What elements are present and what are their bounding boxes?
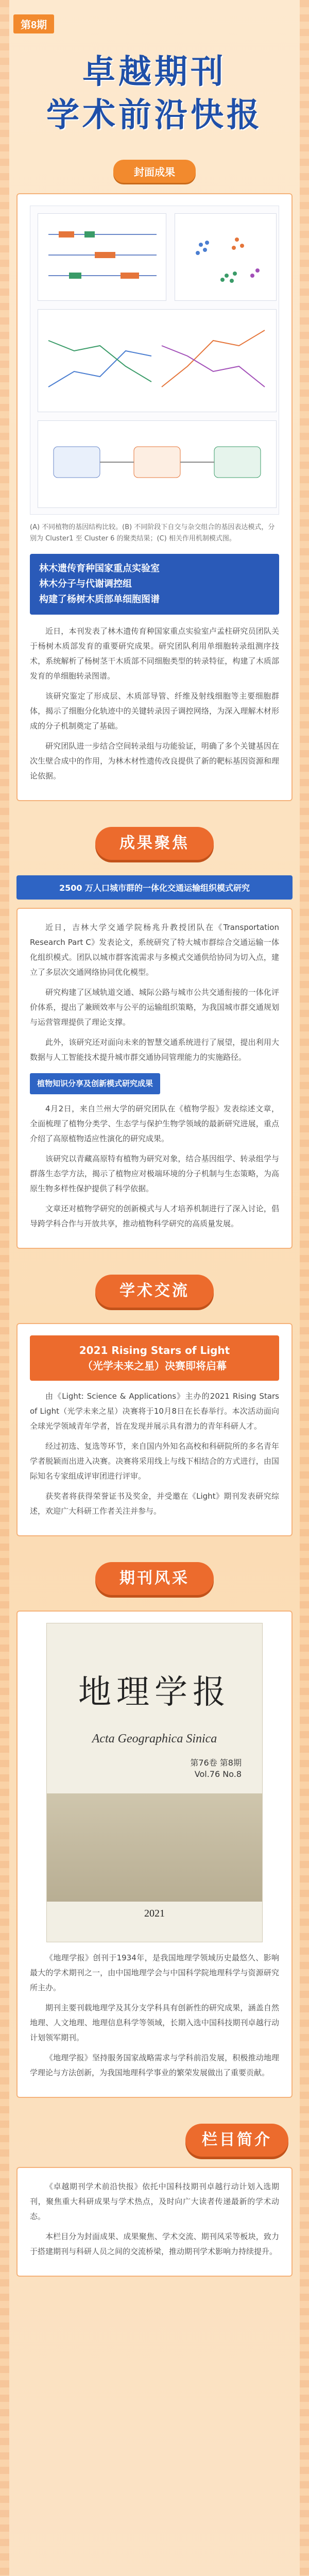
- section-tag-journal-feature: 期刊风采: [95, 1562, 214, 1595]
- cover-paragraph-1: 近日，本刊发表了林木遗传育种国家重点实验室卢孟柱研究员团队关于杨树木质部发育的重要研究成果。研究团队利用单细胞转录组测序技术，系统解析了杨树茎干木质部不同细胞类型的转录特征，构建了木质部发育的单细胞转录图谱。: [30, 626, 279, 681]
- exchange-card: [16, 1323, 293, 1536]
- journal-cover-title: 地理学报: [78, 1673, 231, 1711]
- journal-cover-volume: 第76卷 第8期 Vol.76 No.8: [190, 1758, 242, 1779]
- achievement-sub-paragraph-1: 4月2日，来自兰州大学的研究团队在《植物学报》发表综述文章，全面梳理了植物分类学、生态学与保护生物学领域的最新研究进展，重点介绍了高原植物适应性演化的研究成果。: [30, 1104, 279, 1143]
- highlight-box: 林木遗传育种国家重点实验室 林木分子与代谢调控组 构建了杨树木质部单细胞图谱: [30, 554, 279, 615]
- cover-paragraph-2: 该研究鉴定了形成层、木质部导管、纤维及射线细胞等主要细胞群体，揭示了细胞分化轨迹中的关键转录因子调控网络，为深入理解木材形成的分子机制奠定了基础。: [30, 691, 279, 731]
- journal-cover-image: [47, 1793, 262, 1902]
- journal-cover-subtitle: Acta Geographica Sinica: [92, 1732, 217, 1745]
- title-line-2: 学术前沿快报: [46, 96, 263, 133]
- achievements-card: [16, 908, 293, 1249]
- achievement-paragraph-1: 近日，吉林大学交通学院杨兆升教授团队在《Transportation Research Part C》发表论文，系统研究了特大城市群综合交通运输一体化组织模式。团队以城市群客流需求与多模式交通供给协同为切入点，建立了多层次交通网络协同优化模型。: [30, 923, 279, 977]
- column-intro-paragraph-2: 本栏目分为封面成果、成果聚焦、学术交流、期刊风采等板块，致力于搭建期刊与科研人员之间的交流桥梁，推动期刊学术影响力持续提升。: [30, 2232, 279, 2256]
- header: [0, 0, 309, 155]
- section-tag-column-intro: 栏目简介: [185, 2124, 288, 2157]
- journal-paragraph-1: 《地理学报》创刊于1934年，是我国地理学领域历史最悠久、影响最大的学术期刊之一，由中国地理学会与中国科学院地理科学与资源研究所主办。: [30, 1953, 279, 1992]
- achievements-banner: 2500 万人口城市群的一体化交通运输组织模式研究: [16, 875, 293, 900]
- decorative-stripe-right: [300, 0, 309, 2576]
- expression-line-plots: [38, 310, 276, 412]
- cover-paragraph-3: 研究团队进一步结合空间转录组与功能验证，明确了多个关键基因在次生壁合成中的作用，为林木材性遗传改良提供了新的靶标基因资源和理论依据。: [30, 741, 279, 781]
- section-tag-exchange: 学术交流: [95, 1275, 214, 1308]
- journal-cover-year: 2021: [144, 1908, 165, 1919]
- achievement-paragraph-3: 此外，该研究还对面向未来的智慧交通系统进行了展望，提出利用大数据与人工智能技术提升城市群交通协同管理能力的实施路径。: [30, 1038, 279, 1062]
- exchange-paragraph-3: 获奖者将获得荣誉证书及奖金，并受邀在《Light》期刊发表研究综述，欢迎广大科研工作者关注并参与。: [30, 1492, 279, 1516]
- title-line-1: 卓越期刊: [82, 53, 227, 90]
- section-tag-cover-results: 封面成果: [113, 160, 196, 183]
- exchange-paragraph-2: 经过初选、复选等环节，来自国内外知名高校和科研院所的多名青年学者脱颖而出进入决赛。决赛将采用线上与线下相结合的方式进行，由国际知名专家组成评审团进行评审。: [30, 1442, 279, 1481]
- achievement-sub-paragraph-3: 文章还对植物学研究的创新模式与人才培养机制进行了深入讨论，倡导跨学科合作与开放共享，推动植物科学研究的高质量发展。: [30, 1204, 279, 1228]
- figure-panel-d: [38, 420, 277, 508]
- cover-results-card: [16, 193, 293, 801]
- journal-card: [16, 1611, 293, 2098]
- gene-structure-diagram: [38, 214, 166, 300]
- column-intro-card: [16, 2167, 293, 2277]
- umap-scatter: [175, 214, 276, 300]
- achievements-sub-banner: 植物知识分享及创新模式研究成果: [30, 1073, 160, 1094]
- exchange-event-title: 2021 Rising Stars of Light （光学未来之星）决赛即将启幕: [30, 1335, 279, 1381]
- figure-panel-a: [38, 213, 166, 301]
- exchange-paragraph-1: 由《Light: Science & Applications》主办的2021 Rising Stars of Light（光学未来之星）决赛将于10月8日在长春举行。本次活动面向全球光学领域青年学者，旨在发现并展示具有潜力的青年科研人才。: [30, 1392, 279, 1431]
- achievement-sub-paragraph-2: 该研究以青藏高原特有植物为研究对象，结合基因组学、转录组学与群落生态学方法，揭示了植物应对极端环境的分子机制与生态策略，为高原生物多样性保护提供了科学依据。: [30, 1154, 279, 1193]
- figure-panel-b: [175, 213, 277, 301]
- mechanism-schematic: [38, 421, 276, 507]
- decorative-stripe-left: [0, 0, 9, 2576]
- column-intro-paragraph-1: 《卓越期刊学术前沿快报》依托中国科技期刊卓越行动计划入选期刊，聚焦重大科研成果与学术热点，及时向广大读者传递最新的学术动态。: [30, 2182, 279, 2221]
- section-tag-achievements: 成果聚焦: [95, 827, 214, 860]
- cover-figure: [30, 206, 279, 515]
- journal-cover: [46, 1623, 263, 1942]
- figure-caption: (A) 不同植物的基因结构比较。(B) 不同阶段下自交与杂交组合的基因表达模式，分别为 Cluster1 至 Cluster 6 的聚类结果；(C) 相关作用机制模式图。: [30, 523, 275, 543]
- journal-paragraph-2: 期刊主要刊载地理学及其分支学科具有创新性的研究成果，涵盖自然地理、人文地理、地理信息科学等领域，长期入选中国科技期刊卓越行动计划领军期刊。: [30, 2003, 279, 2042]
- achievement-paragraph-2: 研究构建了区域轨道交通、城际公路与城市公共交通衔接的一体化评价体系，提出了兼顾效率与公平的运输组织策略，为我国城市群交通规划与运营管理提供了理论支撑。: [30, 988, 279, 1027]
- issue-badge: 第8期: [13, 14, 54, 33]
- figure-panel-c: [38, 309, 277, 412]
- journal-paragraph-3: 《地理学报》坚持服务国家战略需求与学科前沿发展，积极推动地理学理论与方法创新，为我国地理科学事业的繁荣发展做出了重要贡献。: [30, 2053, 279, 2077]
